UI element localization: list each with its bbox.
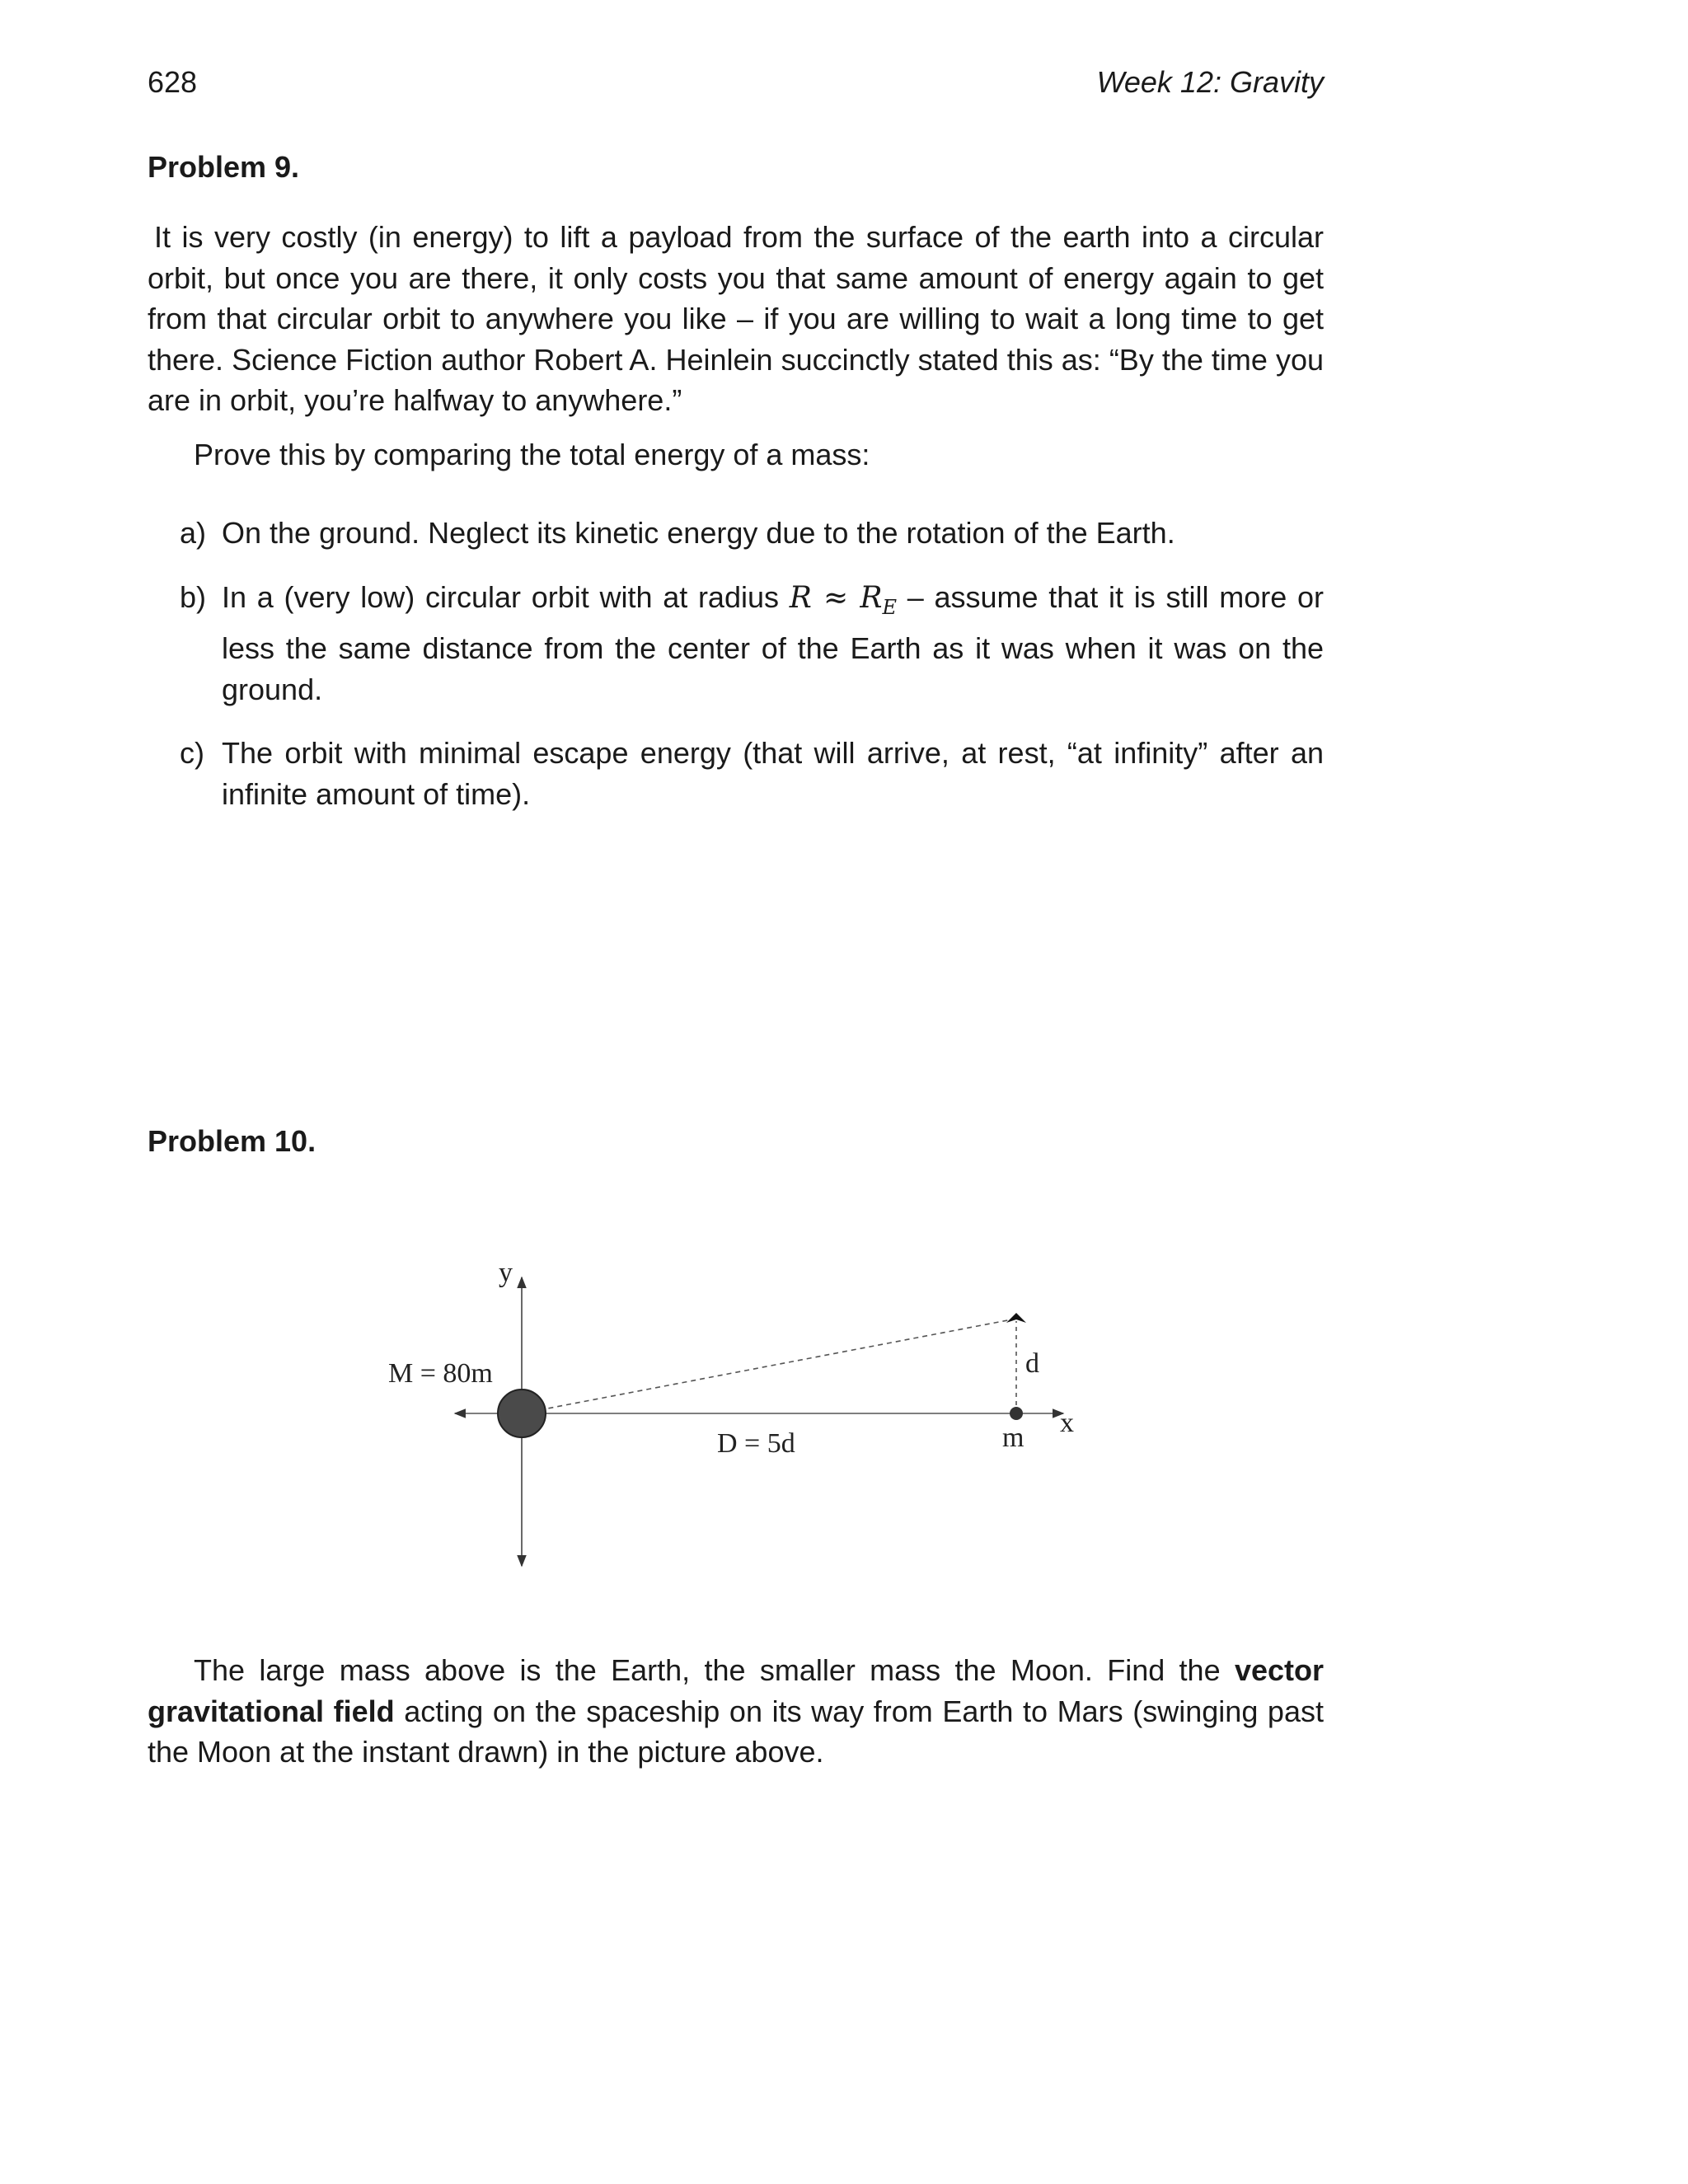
y-axis-label: y (499, 1258, 513, 1288)
moon-mass (1010, 1407, 1023, 1420)
math-subscript: E (882, 595, 897, 619)
problem-10-text (148, 1650, 1324, 1773)
distance-label: D = 5d (717, 1428, 795, 1459)
problem-9-heading: Problem 9. (148, 150, 300, 184)
part-b-text-before: In a (very low) circular orbit with at radius (222, 579, 779, 614)
part-c (180, 733, 1324, 814)
problem-9-prompt: Prove this by comparing the total energy of a mass: (194, 438, 870, 471)
math-rhs: R (860, 580, 883, 615)
part-c-marker: c) (180, 736, 204, 771)
part-c-text: The orbit with minimal escape energy (that will arrive, at rest, “at infinity” after an infinite amount of time). (222, 736, 1324, 811)
problem-10-text-before: The large mass above is the Earth, the smaller mass the Moon. Find the (194, 1653, 1221, 1687)
x-axis-label: x (1060, 1408, 1074, 1438)
earth-mass (498, 1390, 546, 1437)
offset-label: d (1025, 1348, 1039, 1379)
math-lhs: R (789, 580, 812, 615)
part-b-marker: b) (180, 579, 207, 614)
part-a-marker: a) (180, 516, 207, 550)
part-a-text: On the ground. Neglect its kinetic energy due to the rotation of the Earth. (222, 516, 1175, 550)
part-a (180, 513, 1324, 554)
earth-ship-line (522, 1319, 1016, 1413)
large-mass-label: M = 80m (388, 1358, 493, 1389)
problem-9-parts (180, 513, 1324, 814)
problem-10-heading: Problem 10. (148, 1124, 316, 1158)
earth-moon-diagram (363, 1249, 1104, 1578)
part-b-text-after: – assume that it is still more or less the same distance from the center of the Earth as it was when it was on the ground. (222, 579, 1324, 706)
problem-10-bold: vector gravitational field (148, 1653, 1324, 1728)
part-b (180, 577, 1324, 710)
problem-9-intro: It is very costly (in energy) to lift a payload from the surface of the earth into a circular orbit, but once you are there, it only costs you that same amount of energy again to get from that circular orbit to anywhere you like – if you are willing to wait a long time to get there. Science Fiction author Robert A. Heinlein succinctly stated this as: “By the time you are in orbit, you’re halfway to anywhere.” (148, 220, 1324, 417)
part-b-math (789, 580, 897, 619)
running-title: Week 12: Gravity (1096, 65, 1324, 99)
page-number: 628 (148, 65, 198, 99)
problem-10-text-after: acting on the spaceship on its way from Earth to Mars (swinging past the Moon at the instant drawn) in the picture above. (148, 1694, 1324, 1769)
math-approx: ≈ (823, 580, 849, 615)
small-mass-label: m (1002, 1422, 1025, 1453)
